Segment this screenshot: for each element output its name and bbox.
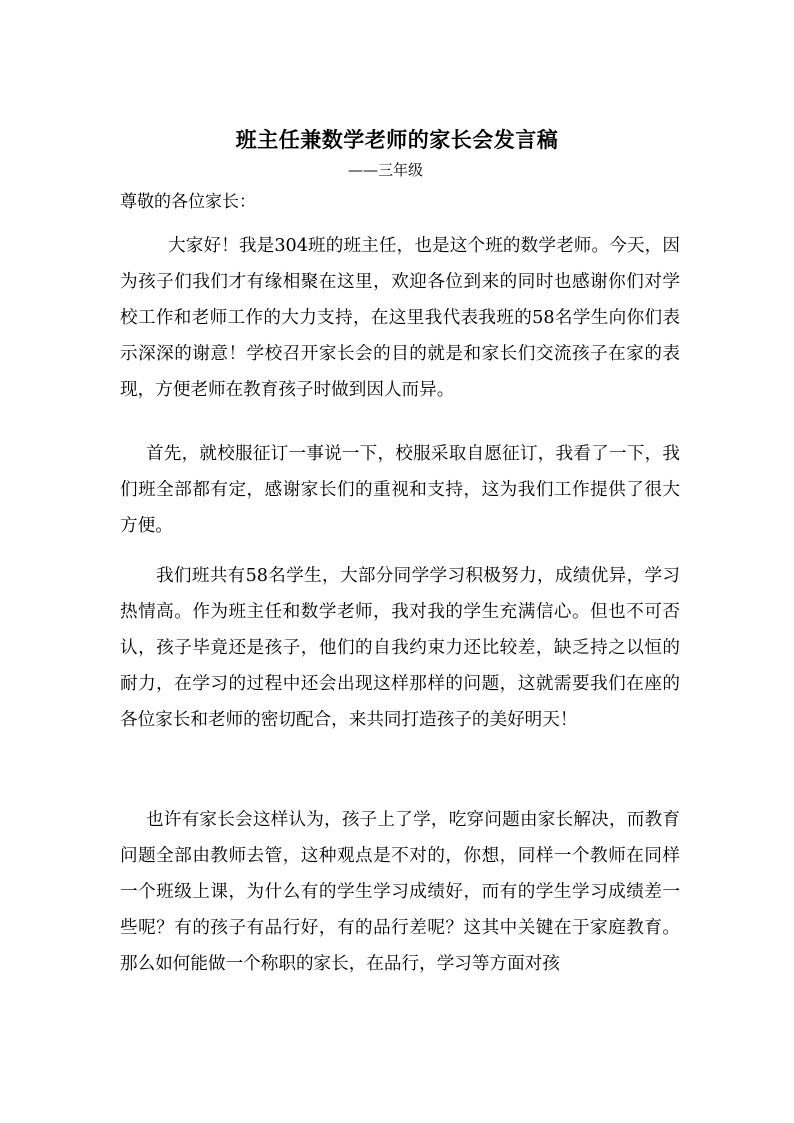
document-subtitle: ——三年级: [348, 161, 424, 179]
salutation: 尊敬的各位家长：: [120, 192, 256, 212]
paragraph-family-education: 也许有家长会这样认为，孩子上了学，吃穿问题由家长解决，而教育问题全部由教师去管，这种观点是不对的，你想，同样一个教师在同样一个班级上课，为什么有的学生学习成绩好，而有的学生学习成绩差一些呢？有的孩子有品行好，有的品行差呢？这其中关键在于家庭教育。那么如何能做一个称职的家长，在品行，学习等方面对孩: [120, 810, 680, 974]
paragraph-uniform-order: 首先，就校服征订一事说一下，校服采取自愿征订，我看了一下，我们班全部都有定，感谢家长们的重视和支持，这为我们工作提供了很大方便。: [120, 444, 680, 536]
paragraph-greeting: 大家好！我是304班的班主任，也是这个班的数学老师。今天，因为孩子们我们才有缘相聚在这里，欢迎各位到来的同时也感谢你们对学校工作和老师工作的大力支持，在这里我代表我班的58名学生向你们表示深深的谢意！学校召开家长会的目的就是和家长们交流孩子在家的表现，方便老师在教育孩子时做到因人而异。: [120, 236, 680, 400]
paragraph-class-overview: 我们班共有58名学生，大部分同学学习积极努力，成绩优异，学习热情高。作为班主任和数学老师，我对我的学生充满信心。但也不可否认，孩子毕竟还是孩子，他们的自我约束力还比较差，缺乏持之以恒的耐力，在学习的过程中还会出现这样那样的问题，这就需要我们在座的各位家长和老师的密切配合，来共同打造孩子的美好明天！: [120, 566, 680, 730]
document-title: 班主任兼数学老师的家长会发言稿: [235, 127, 559, 152]
